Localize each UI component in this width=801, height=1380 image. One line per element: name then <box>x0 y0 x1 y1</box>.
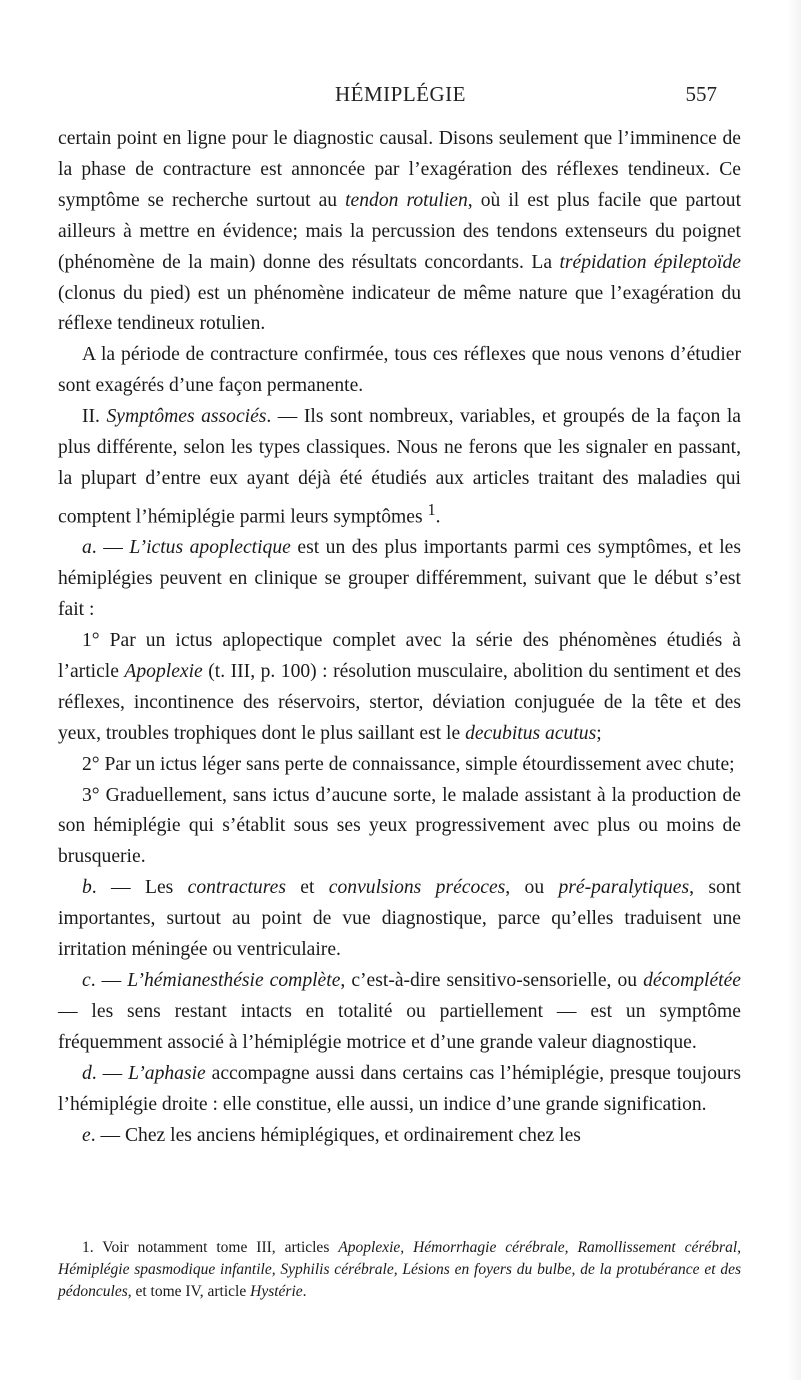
text-span: est un des plus importants parmi ces symptômes, et les hémiplégies peuvent en clinique se grouper différemment, suivant que le début s’est fait : <box>58 537 741 621</box>
paragraph <box>58 966 741 1059</box>
text-span: — les sens restant intacts en totalité ou partiellement — est un symptôme fréquemment associé à l’hémiplégie motrice et d’une grande valeur diagnostique. <box>58 1000 741 1053</box>
italic-span: decubitus acutus <box>465 722 597 744</box>
italic-span: Apoplexie, Hémorrhagie cérébrale, Ramollissement cérébral, Hémiplégie spasmodique infantile, Syphilis cérébrale, Lésions en foyers du bulbe, de la protubérance et des pédoncules <box>58 1239 741 1300</box>
italic-span: Hystérie <box>250 1283 303 1300</box>
paragraph <box>58 750 741 781</box>
text-span: . — <box>91 537 130 559</box>
italic-span: d <box>82 1062 92 1084</box>
italic-span: contractures <box>187 877 286 899</box>
text-span: ; <box>596 722 602 744</box>
italic-span: Symptômes associés <box>106 406 267 428</box>
text-span: , c’est-à-dire sensitivo-sensorielle, ou <box>340 970 644 991</box>
text-span: accompagne aussi dans certains cas l’hémiplégie, presque toujours l’hémiplégie droite : elle constitue, elle aussi, un indice d’une grande signification. <box>58 1062 741 1115</box>
running-title: HÉMIPLÉGIE <box>335 82 466 106</box>
text-span: 3° Graduellement, sans ictus d’aucune sorte, le malade assistant à la production de son hémiplégie qui s’établit sous ses yeux progressivement avec plus ou moins de brusquerie. <box>58 784 741 868</box>
italic-span: c <box>82 970 91 991</box>
paragraph <box>58 1121 741 1152</box>
text-span: 1. Voir notamment tome III, articles <box>82 1239 339 1256</box>
text-span: . <box>435 506 441 528</box>
italic-span: e <box>82 1124 91 1146</box>
text-span: 2° Par un ictus léger sans perte de connaissance, simple étourdissement avec chute; <box>82 753 735 775</box>
page-number: 557 <box>685 82 717 106</box>
text-span: (t. III, p. 100) : résolution musculaire, abolition du sentiment et des réflexes, incontinence des réservoirs, stertor, déviation conjuguée de la tête et des yeux, troubles trophiques dont le plus saillant est le <box>58 660 741 744</box>
footnote-ref: 1 <box>427 499 436 519</box>
italic-span: décomplétée <box>643 970 741 991</box>
italic-span: Apoplexie <box>124 660 203 682</box>
paragraph <box>58 124 741 340</box>
italic-span: trépidation épileptoïde <box>559 251 741 273</box>
italic-span: b <box>82 877 92 899</box>
text-span: 1° Par un ictus aplopectique complet avec la série des phénomènes étudiés à l’article <box>58 630 741 682</box>
paragraph <box>58 533 741 626</box>
text-span: II. <box>82 406 107 428</box>
italic-span: tendon rotulien <box>345 189 468 211</box>
footnotes <box>58 1237 741 1303</box>
paragraph <box>58 873 741 966</box>
paragraph <box>58 781 741 874</box>
text-span: et <box>285 877 329 899</box>
text-span: , sont importantes, surtout au point de vue diagnostique, parce qu’elles traduisent une irritation méningée ou ventriculaire. <box>58 877 742 961</box>
page-edge-shading <box>787 0 801 1380</box>
italic-span: convulsions précoces <box>328 877 506 899</box>
running-head <box>0 82 801 112</box>
text-span: . — Les <box>91 877 188 899</box>
italic-span: L’hémianesthésie complète <box>127 970 341 991</box>
text-span: (clonus du pied) est un phénomène indicateur de même nature que l’exagération du réflexe tendineux rotulien. <box>58 282 741 335</box>
text-span: A la période de contracture confirmée, tous ces réflexes que nous venons d’étudier sont exagérés d’une façon permanente. <box>58 344 741 397</box>
paragraph <box>58 626 741 750</box>
text-span: . — <box>91 1062 129 1084</box>
paragraph <box>58 402 741 533</box>
text-span: , où il est plus facile que partout ailleurs à mettre en évidence; mais la percussion des tendons extenseurs du poignet (phénomène de la main) donne des résultats concordants. La <box>58 189 742 273</box>
text-span: . <box>302 1283 307 1300</box>
body-text <box>58 124 741 1151</box>
italic-span: L’aphasie <box>128 1062 206 1084</box>
paragraph <box>58 340 741 402</box>
text-span: certain point en ligne pour le diagnostic causal. Disons seulement que l’imminence de la phase de contracture est annoncée par l’exagération des réflexes tendineux. Ce symptôme se recherche surtout au <box>58 128 741 211</box>
italic-span: a <box>82 537 92 559</box>
text-span: , et tome IV, article <box>127 1283 251 1300</box>
text-span: , ou <box>505 877 559 899</box>
footnote <box>58 1237 741 1303</box>
italic-span: L’ictus apoplectique <box>129 537 291 559</box>
text-span: . — <box>90 970 128 991</box>
italic-span: pré-paralytiques <box>558 877 690 899</box>
text-span: . — Ils sont nombreux, variables, et groupés de la façon la plus différente, selon les types classiques. Nous ne ferons que les signaler en passant, la plupart d’entre eux ayant déjà été étudiés aux articles traitant des maladies qui comptent l’hémiplégie parmi leurs symptômes <box>58 406 741 528</box>
paragraph <box>58 1059 741 1121</box>
text-span: . — Chez les anciens hémiplégiques, et ordinairement chez les <box>90 1124 581 1146</box>
